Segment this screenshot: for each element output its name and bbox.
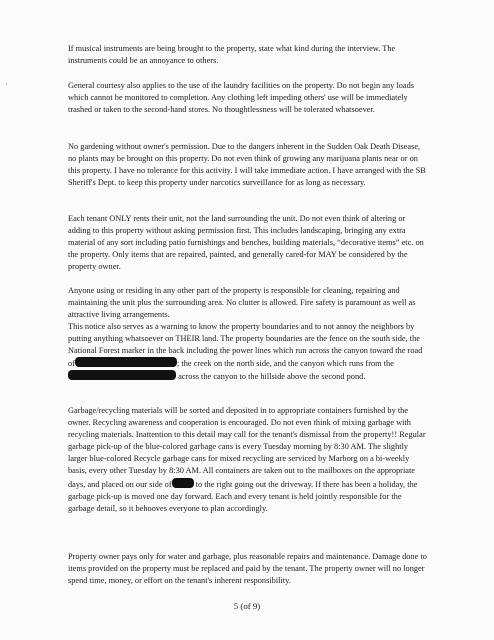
paragraph-garbage [68,405,428,515]
redaction-road-name [75,357,177,367]
paragraph-musical-instruments: If musical instruments are being brought to the property, state what kind during the interview. The instruments could be an annoyance to others. [68,44,396,66]
boundaries-text-c: across the canyon to the hillside above the second pond. [176,372,366,382]
scan-mark: ' [6,82,8,90]
paragraph-cleaning: Anyone using or residing in any other part of the property is responsible for cleaning, repairing and maintaining the unit plus the surrounding area. No clutter is allowed. Fire safety is paramount as well as attractive living arrangements. [68,286,416,320]
redaction-street-name [172,478,194,488]
paragraph-laundry: General courtesy also applies to the use of the laundry facilities on the property. Do not begin any loads which cannot be monitored to completion. Any clothing left impeding others' use will be immediately trashed or taken to the second-hand stores. No thoughtlessness will be tolerated whatsoever. [68,81,415,115]
paragraph-land: Each tenant ONLY rents their unit, not the land surrounding the unit. Do not even think of altering or adding to this property without asking permission first. This includes landscaping, bringing any extra material of any sort including patio furnishings and benches, building materials, “decorative items” etc. on the property. Only items that are repaired, painted, and generally cared-for MAY be considered by the property owner. [68,214,424,272]
page-number: 5 (of 9) [233,601,261,611]
boundaries-text-b: ; the creek on the north side, and the canyon which runs from the [176,359,394,369]
paragraph-gardening: No gardening without owner's permission. Due to the dangers inherent in the Sudden Oak Death Disease, no plants may be brought on this property. Do not even think of growing any marijuana plants near or on this property. I have no tolerance for this activity. I will take immediate action. I have arranged with the SB Sheriff's Dept. to keep this property under narcotics surveillance for as long as necessary. [68,142,426,188]
paragraph-boundaries [68,321,428,383]
redaction-canyon-name [68,370,176,380]
garbage-text-b: to the right going out the driveway. If there has been a holiday, the garbage pick-up is moved one day forward. Each and every tenant is held jointly responsible for the garbage detail, so it behooves everyone to plan accordingly. [68,479,418,513]
boundaries-text-a: This notice also serves as a warning to know the property boundaries and to not annoy the neighbors by putting anything whatsoever on THEIR land. The property boundaries are the fence on the south side, the National Forest marker in the back including the power lines which run across the canyon toward the road of [68,322,423,369]
paragraph-owner-pays: Property owner pays only for water and garbage, plus reasonable repairs and maintenance. Damage done to items provided on the property must be replaced and paid by the tenant. The property owner will no longer spend time, money, or effort on the tenant's inherent responsibility. [68,552,427,586]
garbage-text-a: Garbage/recycling materials will be sorted and deposited in to appropriate containers furnished by the owner. Recycling awareness and cooperation is encouraged. Do not even think of mixing garbage with recycling materials. Inattention to this detail may call for the tenant's dismissal from the property!! Regular garbage pick-up of the blue-colored garbage cans is every Tuesday morning by 8:30 AM. The slightly larger blue-colored Recycle garbage cans for mixed recycling are serviced by Marborg on a bi-weekly basis, every other Tuesday by 8:30 AM. All containers are taken out to the mailboxes on the appropriate days, and placed on our side of [68,406,426,489]
